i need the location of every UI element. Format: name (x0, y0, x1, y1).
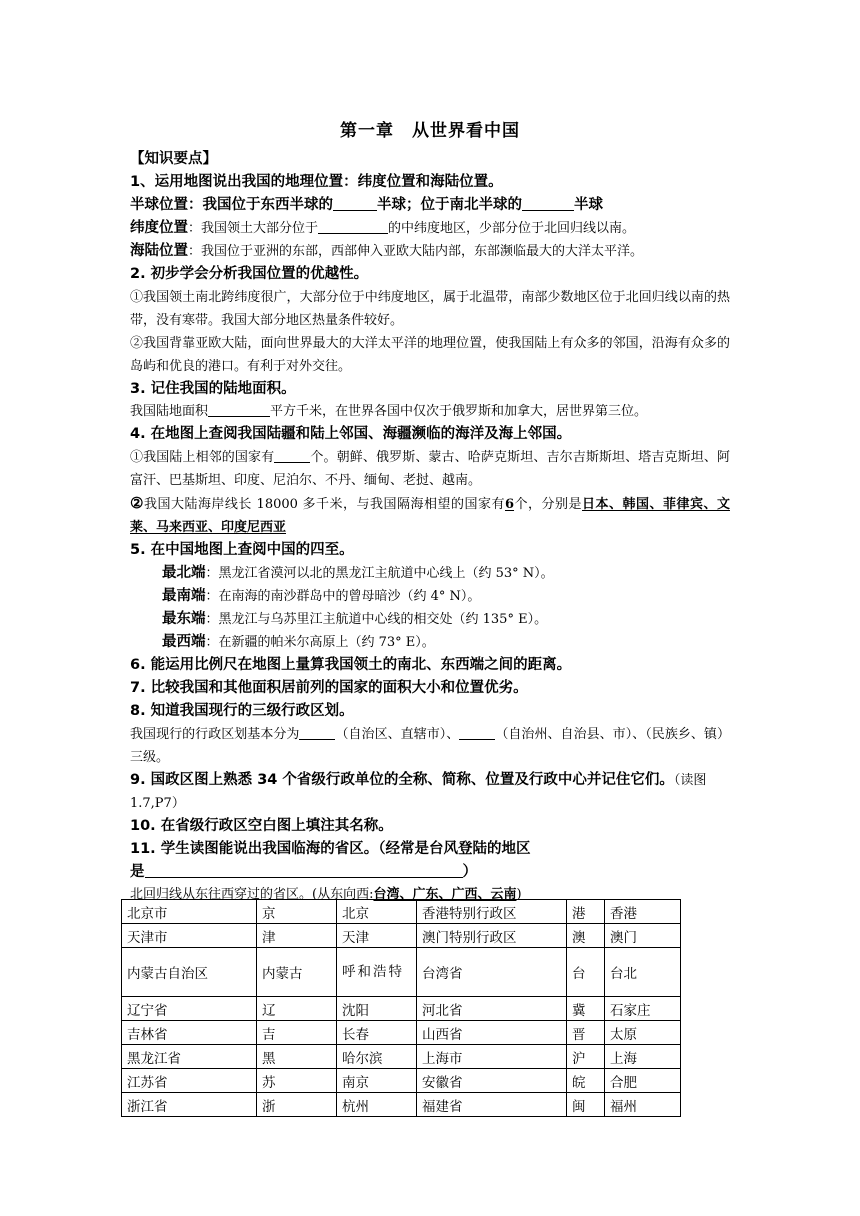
table-row (122, 1045, 681, 1069)
extreme-label: 最北端 (162, 565, 206, 581)
province-capital-cell: 福州 (605, 1093, 681, 1117)
blank (299, 725, 335, 740)
province-table (121, 899, 681, 1117)
blank (318, 219, 388, 234)
item-3-heading: 3. 记住我国的陆地面积。 (130, 381, 296, 397)
hemisphere-text-b: 半球；位于南北半球的 (377, 197, 522, 213)
item-11-heading: 11. 学生读图能说出我国临海的省区。（经常是台风登陆的地区 (130, 841, 531, 857)
province-name-cell: 安徽省 (417, 1069, 567, 1093)
item-1-heading: 1、运用地图说出我国的地理位置：纬度位置和海陆位置。 (130, 174, 503, 190)
extreme-text: ：黑龙江与乌苏里江主航道中心线的相交处（约 135° E）。 (205, 612, 548, 627)
item-11-heading-line2 (130, 861, 730, 884)
province-abbr-cell: 港 (567, 900, 605, 924)
extreme-north (130, 562, 730, 585)
admin-division-text (130, 723, 730, 769)
province-name-cell: 黑龙江省 (122, 1045, 257, 1069)
blank (459, 725, 495, 740)
province-capital-cell: 天津 (337, 924, 417, 948)
item-8-heading: 8. 知道我国现行的三级行政区划。 (130, 703, 354, 719)
circled-two: ② (130, 494, 144, 512)
province-abbr-cell: 闽 (567, 1093, 605, 1117)
province-abbr-cell: 晋 (567, 1021, 605, 1045)
extreme-east (130, 608, 730, 631)
item-11-heading-b: 是 (130, 864, 145, 880)
province-name-cell: 吉林省 (122, 1021, 257, 1045)
extreme-label: 最南端 (162, 588, 206, 604)
province-name-cell: 天津市 (122, 924, 257, 948)
province-capital-cell: 合肥 (605, 1069, 681, 1093)
province-abbr-cell: 吉 (257, 1021, 337, 1045)
province-name-cell: 上海市 (417, 1045, 567, 1069)
knowledge-points (130, 148, 730, 906)
province-capital-cell: 台北 (605, 948, 681, 997)
province-name-cell: 台湾省 (417, 948, 567, 997)
blank (522, 196, 574, 211)
province-capital-cell: 呼和浩特 (337, 948, 417, 997)
item-9-heading-text: 9. 国政区图上熟悉 34 个省级行政单位的全称、简称、位置及行政中心并记住它们。 (130, 772, 674, 788)
province-abbr-cell: 苏 (257, 1069, 337, 1093)
province-abbr-cell: 京 (257, 900, 337, 924)
item-6-heading: 6. 能运用比例尺在地图上量算我国领土的南北、东西端之间的距离。 (130, 657, 572, 673)
province-capital-cell: 澳门 (605, 924, 681, 948)
province-capital-cell: 杭州 (337, 1093, 417, 1117)
extreme-text: ：黑龙江省漠河以北的黑龙江主航道中心线上（约 53° N）。 (205, 566, 554, 581)
hemisphere-text-a: 半球位置：我国位于东西半球的 (130, 197, 333, 213)
province-name-cell: 北京市 (122, 900, 257, 924)
sea-land-text: ：我国位于亚洲的东部，西部伸入亚欧大陆内部，东部濒临最大的大洋太平洋。 (188, 244, 644, 259)
table-row (122, 1093, 681, 1117)
item-2-heading: 2. 初步学会分析我国位置的优越性。 (130, 266, 369, 282)
province-capital-cell: 长春 (337, 1021, 417, 1045)
province-abbr-cell: 台 (567, 948, 605, 997)
tropic-provinces: 台湾、广东、广西、云南 (373, 887, 517, 902)
item-2-paragraph-2: ②我国背靠亚欧大陆，面向世界最大的大洋太平洋的地理位置，使我国陆上有众多的邻国，沿海有众多的岛屿和优良的港口。有利于对外交往。 (130, 336, 730, 374)
province-abbr-cell: 皖 (567, 1069, 605, 1093)
province-name-cell: 香港特别行政区 (417, 900, 567, 924)
latitude-text-b: 的中纬度地区，少部分位于北回归线以南。 (388, 221, 636, 236)
admin-division-b: （自治区、直辖市）、 (335, 727, 460, 742)
province-abbr-cell: 浙 (257, 1093, 337, 1117)
item-5-heading: 5. 在中国地图上查阅中国的四至。 (130, 542, 354, 558)
province-capital-cell: 哈尔滨 (337, 1045, 417, 1069)
hemisphere-text-c: 半球 (574, 197, 603, 213)
land-area-text-a: 我国陆地面积 (130, 404, 209, 419)
extreme-text: ：在南海的南沙群岛中的曾母暗沙（约 4° N）。 (205, 589, 481, 604)
province-name-cell: 福建省 (417, 1093, 567, 1117)
latitude-text-a: ：我国领土大部分位于 (188, 221, 319, 236)
item-7-heading: 7. 比较我国和其他面积居前列的国家的面积大小和位置优劣。 (130, 680, 528, 696)
province-name-cell: 江苏省 (122, 1069, 257, 1093)
sea-neighbors-a: 我国大陆海岸线长 18000 多千米，与我国隔海相望的国家有 (143, 497, 505, 512)
extreme-label: 最西端 (162, 634, 206, 650)
table-row (122, 1021, 681, 1045)
item-9-heading (130, 769, 730, 815)
item-11-heading-c: ） (462, 864, 477, 880)
extreme-south (130, 585, 730, 608)
land-neighbors-b: 个。朝鲜、俄罗斯、蒙古、哈萨克斯坦、吉尔吉斯斯坦、塔吉克斯坦、阿富汗、巴基斯坦、印度、尼泊尔、不丹、缅甸、老挝、越南。 (130, 450, 730, 488)
sea-neighbors-b: 个，分别是 (514, 497, 583, 512)
province-name-cell: 辽宁省 (122, 997, 257, 1021)
sea-land-label: 海陆位置 (130, 243, 188, 259)
item-4-heading: 4. 在地图上查阅我国陆疆和陆上邻国、海疆濒临的海洋及海上邻国。 (130, 426, 572, 442)
blank (333, 196, 377, 211)
land-area-text (130, 401, 730, 423)
table-row (122, 1069, 681, 1093)
table-row (122, 948, 681, 997)
table-row (122, 924, 681, 948)
land-neighbors (130, 446, 730, 492)
province-abbr-cell: 澳 (567, 924, 605, 948)
blank (208, 402, 270, 417)
sea-neighbors-countries: 日本、韩国、菲律宾、文莱、马来西亚、印度尼西亚 (130, 497, 730, 535)
item-10-heading: 10. 在省级行政区空白图上填注其名称。 (130, 818, 393, 834)
province-capital-cell: 北京 (337, 900, 417, 924)
tropic-text-c: ) (516, 887, 522, 902)
tropic-text-a: 北回归线从东往西穿过的省区。(从东向西: (130, 887, 374, 902)
province-capital-cell: 石家庄 (605, 997, 681, 1021)
blank (274, 448, 310, 463)
province-abbr-cell: 辽 (257, 997, 337, 1021)
province-name-cell: 浙江省 (122, 1093, 257, 1117)
province-abbr-cell: 沪 (567, 1045, 605, 1069)
admin-division-a: 我国现行的行政区划基本分为 (130, 727, 300, 742)
latitude-position (130, 217, 730, 240)
extreme-text: ：在新疆的帕米尔高原上（约 73° E）。 (205, 635, 435, 650)
province-abbr-cell: 津 (257, 924, 337, 948)
province-capital-cell: 沈阳 (337, 997, 417, 1021)
province-abbr-cell: 内蒙古 (257, 948, 337, 997)
table-row (122, 997, 681, 1021)
extreme-west (130, 631, 730, 654)
province-name-cell: 澳门特别行政区 (417, 924, 567, 948)
extreme-label: 最东端 (162, 611, 206, 627)
province-abbr-cell: 冀 (567, 997, 605, 1021)
province-capital-cell: 南京 (337, 1069, 417, 1093)
province-name-cell: 山西省 (417, 1021, 567, 1045)
province-capital-cell: 上海 (605, 1045, 681, 1069)
chapter-title: 第一章 从世界看中国 (340, 121, 520, 141)
admin-division-c: （自治州、自治县、市）、（民族乡、镇）三级。 (130, 727, 730, 765)
province-name-cell: 河北省 (417, 997, 567, 1021)
blank (145, 863, 463, 878)
sea-land-position (130, 240, 730, 263)
latitude-label: 纬度位置 (130, 220, 188, 236)
province-name-cell: 内蒙古自治区 (122, 948, 257, 997)
province-capital-cell: 香港 (605, 900, 681, 924)
item-2-paragraph-1: ①我国领土南北跨纬度很广，大部分位于中纬度地区，属于北温带，南部少数地区位于北回归线以南的热带，没有寒带。我国大部分地区热量条件较好。 (130, 290, 730, 328)
item-9-note: （读图 1.7,P7） (130, 773, 707, 811)
land-area-text-b: 平方千米，在世界各国中仅次于俄罗斯和加拿大，居世界第三位。 (270, 404, 648, 419)
sea-neighbors-count: 6 (504, 497, 515, 512)
province-capital-cell: 太原 (605, 1021, 681, 1045)
table-row (122, 900, 681, 924)
section-heading: 【知识要点】 (130, 151, 217, 167)
province-abbr-cell: 黑 (257, 1045, 337, 1069)
sea-neighbors (130, 492, 730, 539)
land-neighbors-a: ①我国陆上相邻的国家有 (130, 450, 275, 465)
hemisphere-position (130, 194, 730, 217)
